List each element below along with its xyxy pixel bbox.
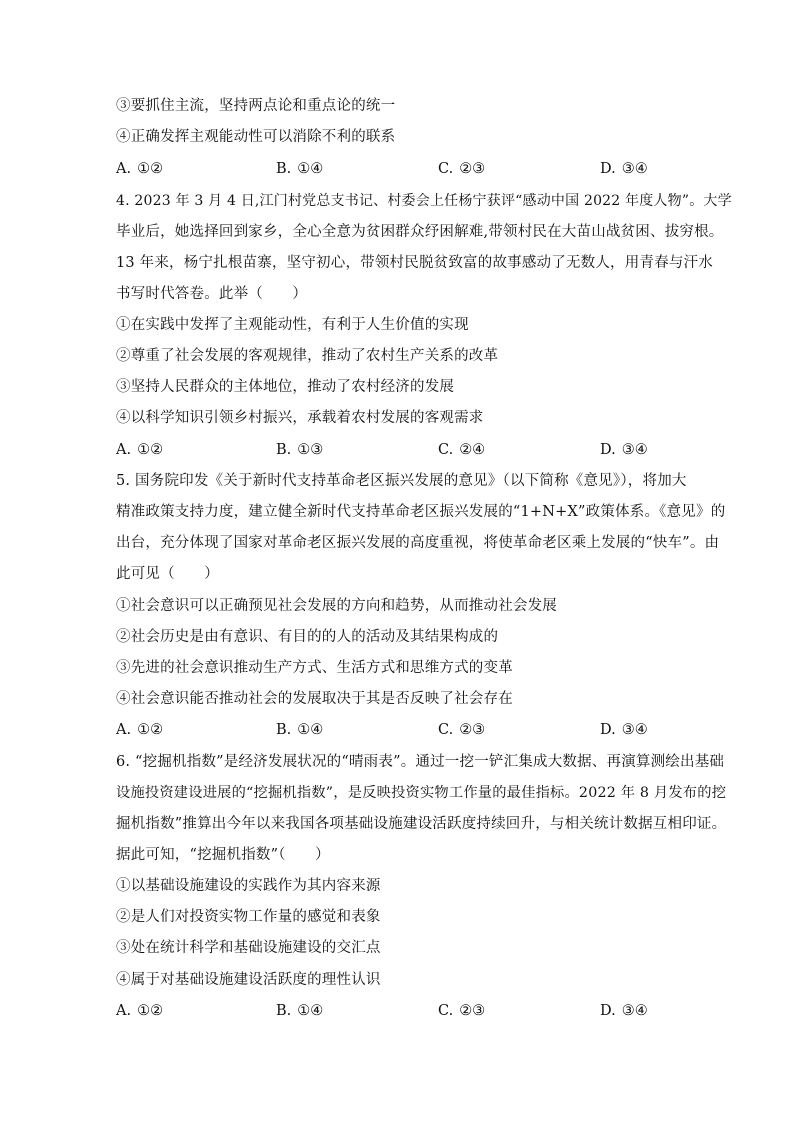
option-value: ①② [137, 722, 164, 738]
option-letter: B. [276, 161, 292, 177]
option-value: ③④ [621, 161, 648, 177]
q5-option-d[interactable] [600, 721, 648, 739]
q6-statement-4: ④属于对基础设施建设活跃度的理性认识 [116, 972, 381, 988]
q5-stem-line-4: 此可见（ ） [116, 566, 219, 582]
q5-stem-line-3: 出台，充分体现了国家对革命老区振兴发展的高度重视，将使革命老区乘上发展的“快车”。由 [116, 535, 720, 551]
option-value: ②③ [459, 1003, 486, 1019]
option-value: ①④ [297, 161, 324, 177]
option-value: ①④ [297, 1003, 324, 1019]
q6-statement-3: ③处在统计科学和基础设施建设的交汇点 [116, 940, 381, 956]
option-letter: A. [116, 722, 132, 738]
q5-statement-1: ①社会意识可以正确预见社会发展的方向和趋势，从而推动社会发展 [116, 598, 557, 614]
option-letter: A. [116, 161, 132, 177]
q6-option-c[interactable] [438, 1002, 485, 1020]
option-value: ②③ [459, 161, 486, 177]
option-value: ②③ [459, 722, 486, 738]
option-value: ①③ [297, 442, 324, 458]
q5-option-a[interactable] [116, 721, 163, 739]
option-letter: A. [116, 442, 132, 458]
option-value: ①② [137, 1003, 164, 1019]
q5-statement-2: ②社会历史是由有意识、有目的的人的活动及其结果构成的 [116, 629, 499, 645]
option-letter: C. [438, 161, 454, 177]
option-letter: D. [600, 722, 616, 738]
option-value: ③④ [621, 442, 648, 458]
q5-statement-4: ④社会意识能否推动社会的发展取决于其是否反映了社会存在 [116, 691, 513, 707]
option-value: ①② [137, 442, 164, 458]
q4-stem-line-1: 4. 2023 年 3 月 4 日,江门村党总支书记、村委会上任杨宁获评“感动中国 2022 年度人物”。大学 [116, 193, 732, 209]
q3-statement-4: ④正确发挥主观能动性可以消除不利的联系 [116, 129, 396, 145]
q4-stem-line-4: 书写时代答卷。此举（ ） [116, 286, 308, 302]
q6-stem-line-3: 掘机指数”推算出今年以来我国各项基础设施建设活跃度持续回升，与相关统计数据互相印证。 [116, 816, 727, 832]
option-value: ③④ [621, 1003, 648, 1019]
q6-options [116, 1002, 676, 1020]
q6-option-d[interactable] [600, 1002, 648, 1020]
q4-option-d[interactable] [600, 441, 648, 459]
q4-option-a[interactable] [116, 441, 163, 459]
option-letter: C. [438, 722, 454, 738]
q3-option-d[interactable] [600, 160, 648, 178]
q6-stem-line-1: 6. “挖掘机指数”是经济发展状况的“晴雨表”。通过一挖一铲汇集成大数据、再演算测绘出基础 [116, 754, 725, 770]
option-letter: C. [438, 442, 454, 458]
option-letter: D. [600, 1003, 616, 1019]
q5-statement-3: ③先进的社会意识推动生产方式、生活方式和思维方式的变革 [116, 660, 513, 676]
option-letter: C. [438, 1003, 454, 1019]
option-letter: D. [600, 442, 616, 458]
q5-options [116, 721, 676, 739]
q4-statement-4: ④以科学知识引领乡村振兴，承载着农村发展的客观需求 [116, 410, 484, 426]
option-value: ③④ [621, 722, 648, 738]
q6-option-a[interactable] [116, 1002, 163, 1020]
q4-options [116, 441, 676, 459]
q3-option-c[interactable] [438, 160, 485, 178]
option-letter: A. [116, 1003, 132, 1019]
q5-option-b[interactable] [276, 721, 323, 739]
q4-option-c[interactable] [438, 441, 485, 459]
q4-statement-2: ②尊重了社会发展的客观规律，推动了农村生产关系的改革 [116, 348, 499, 364]
option-value: ②④ [459, 442, 486, 458]
option-letter: B. [276, 1003, 292, 1019]
q6-stem-line-2: 设施投资建设进展的“挖掘机指数”，是反映投资实物工作量的最佳指标。2022 年 8 月发布的挖 [116, 785, 727, 801]
q4-statement-1: ①在实践中发挥了主观能动性，有利于人生价值的实现 [116, 317, 469, 333]
q6-option-b[interactable] [276, 1002, 323, 1020]
q3-options [116, 160, 676, 178]
q5-stem-line-1: 5. 国务院印发《关于新时代支持革命老区振兴发展的意见》（以下简称《意见》），将加大 [116, 473, 687, 489]
q5-option-c[interactable] [438, 721, 485, 739]
q4-statement-3: ③坚持人民群众的主体地位，推动了农村经济的发展 [116, 379, 455, 395]
q6-statement-1: ①以基础设施建设的实践作为其内容来源 [116, 878, 381, 894]
q5-stem-line-2: 精准政策支持力度，建立健全新时代支持革命老区振兴发展的“1+N+X”政策体系。《意见》的 [116, 504, 726, 520]
option-letter: B. [276, 442, 292, 458]
q6-stem-line-4: 据此可知，“挖掘机指数”（ ） [116, 847, 330, 863]
q4-stem-line-3: 13 年来，杨宁扎根苗寨，坚守初心，带领村民脱贫致富的故事感动了无数人，用青春与汗水 [116, 255, 713, 271]
q3-option-a[interactable] [116, 160, 163, 178]
option-value: ①④ [297, 722, 324, 738]
option-letter: D. [600, 161, 616, 177]
q4-stem-line-2: 毕业后，她选择回到家乡，全心全意为贫困群众纾困解难,带领村民在大苗山战贫困、拔穷根。 [116, 224, 724, 240]
q3-statement-3: ③要抓住主流，坚持两点论和重点论的统一 [116, 98, 396, 114]
q6-statement-2: ②是人们对投资实物工作量的感觉和表象 [116, 909, 381, 925]
q3-option-b[interactable] [276, 160, 323, 178]
option-value: ①② [137, 161, 164, 177]
option-letter: B. [276, 722, 292, 738]
q4-option-b[interactable] [276, 441, 323, 459]
